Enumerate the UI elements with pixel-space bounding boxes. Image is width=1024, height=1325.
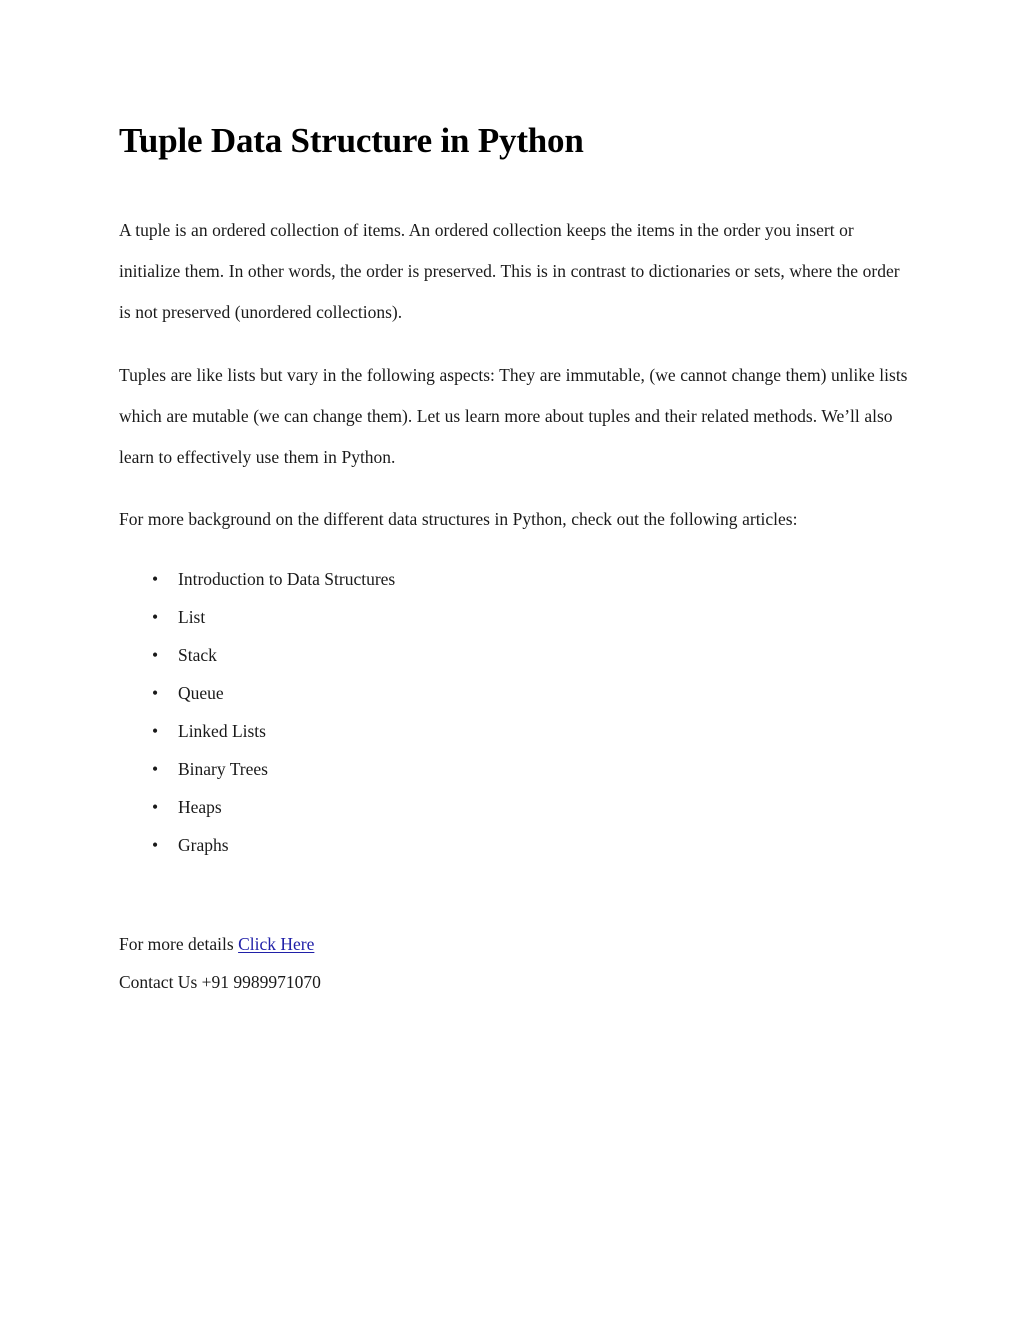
list-item-label: Binary Trees (178, 759, 268, 779)
list-item (119, 598, 909, 636)
list-item-label: Stack (178, 645, 217, 665)
more-details-prefix: For more details (119, 934, 239, 954)
click-here-link[interactable]: Click Here (238, 934, 315, 954)
bullet-icon: • (152, 797, 159, 817)
paragraph-comparison: Tuples are like lists but vary in the following aspects: They are immutable, (we cannot change them) unlike lists which are mutable (we can change them). Let us learn more about tuples and their related methods. We’ll also learn to effectively use them in Python. (119, 365, 908, 467)
contact-line: Contact Us +91 9989971070 (119, 972, 321, 992)
bullet-icon: • (152, 759, 159, 779)
footer-block (119, 925, 909, 1001)
paragraph-articles-lead-in: For more background on the different data structures in Python, check out the following articles: (119, 509, 798, 529)
list-item (119, 712, 909, 750)
bullet-icon: • (152, 683, 159, 703)
bullet-icon: • (152, 607, 159, 627)
document-content (119, 0, 909, 1001)
bullet-icon: • (152, 835, 159, 855)
more-details-line (119, 925, 909, 963)
page-title: Tuple Data Structure in Python (119, 121, 584, 160)
list-item-label: Graphs (178, 835, 229, 855)
list-item-label: List (178, 607, 206, 627)
list-item (119, 750, 909, 788)
list-item-label: Heaps (178, 797, 222, 817)
bullet-icon: • (152, 569, 159, 589)
list-item-label: Queue (178, 683, 224, 703)
bullet-icon: • (152, 721, 159, 741)
list-item (119, 674, 909, 712)
list-item (119, 560, 909, 598)
list-item (119, 788, 909, 826)
paragraph-intro: A tuple is an ordered collection of items. An ordered collection keeps the items in the order you insert or initialize them. In other words, the order is preserved. This is in contrast to dictionaries or sets, where the order is not preserved (unordered collections). (119, 220, 900, 322)
list-item-label: Introduction to Data Structures (178, 569, 396, 589)
bullet-icon: • (152, 645, 159, 665)
list-item-label: Linked Lists (178, 721, 266, 741)
list-item (119, 826, 909, 864)
list-item (119, 636, 909, 674)
articles-list (119, 560, 909, 864)
